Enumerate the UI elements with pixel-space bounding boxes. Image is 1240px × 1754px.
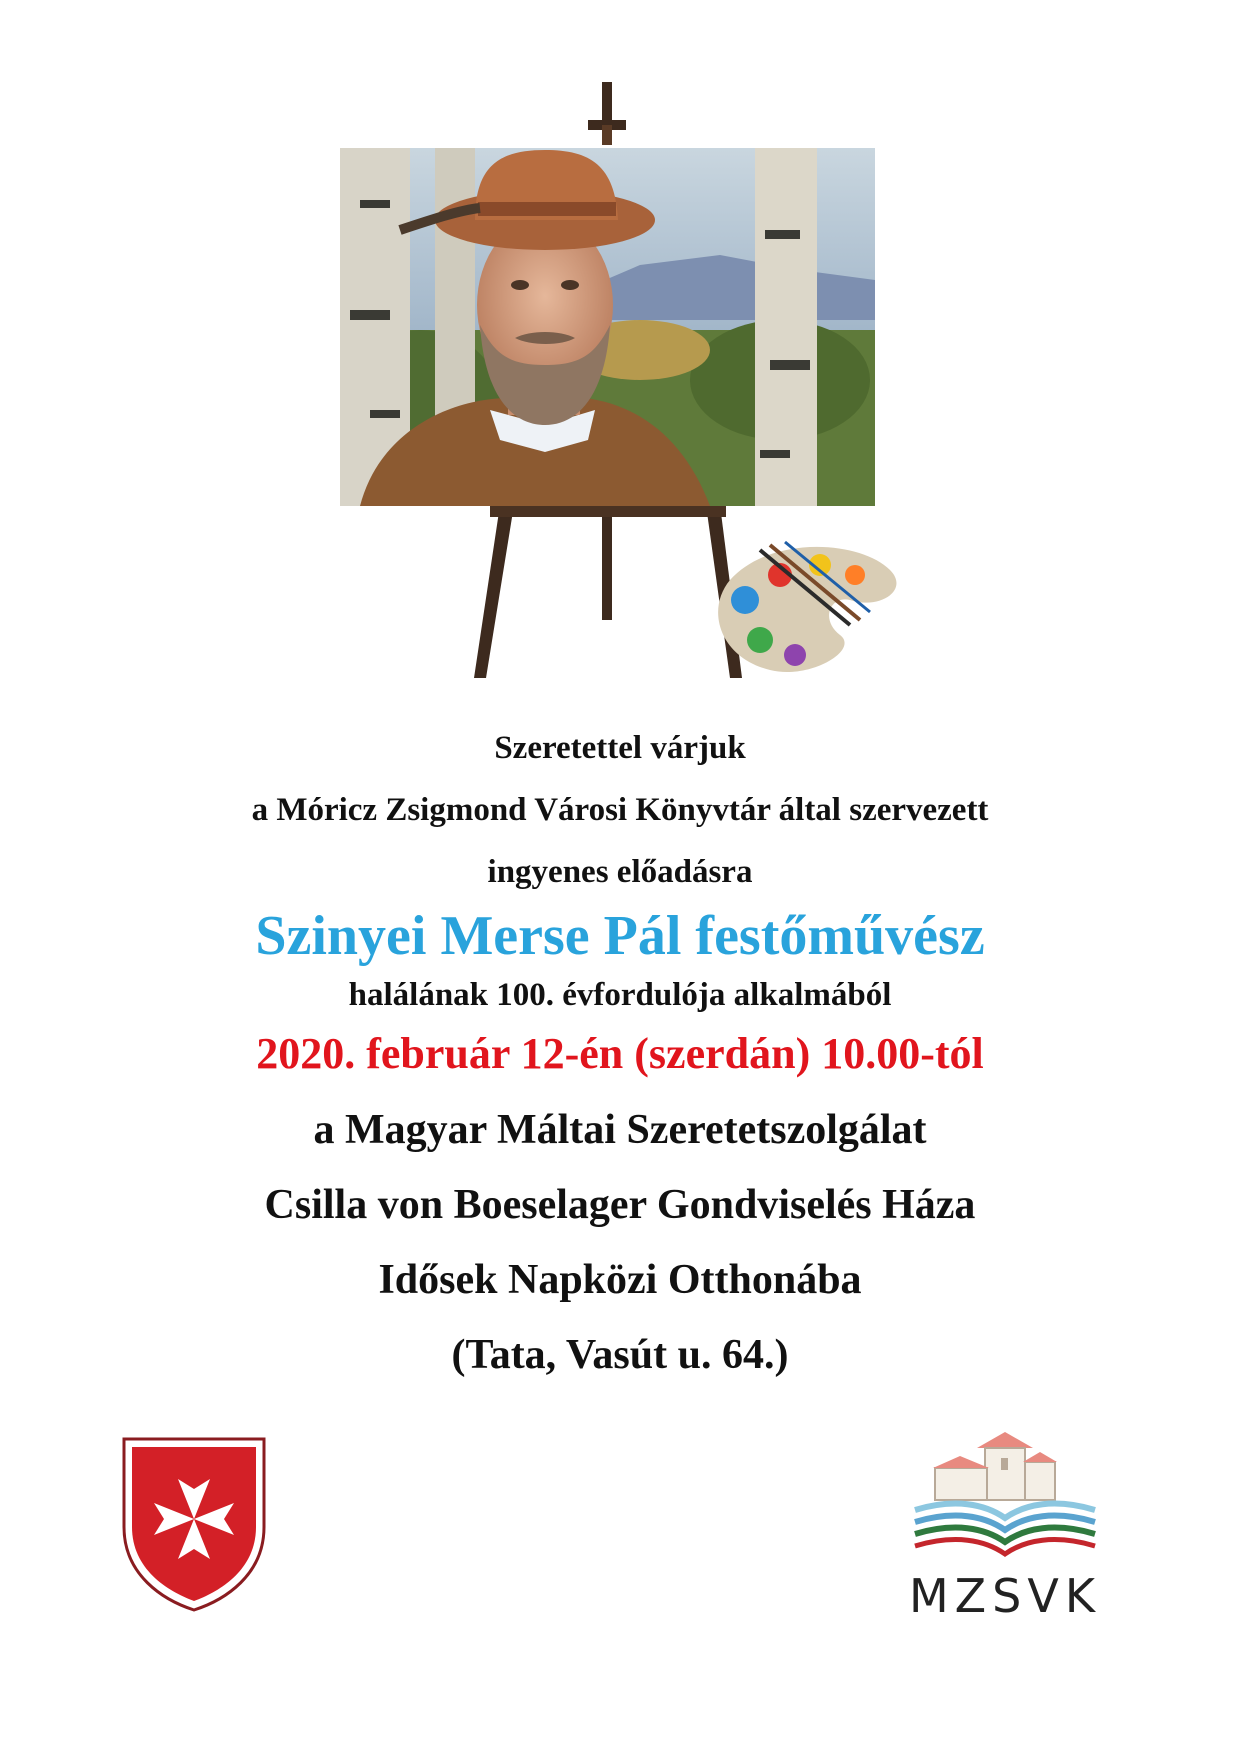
- easel-icon: [340, 80, 960, 700]
- invitation-line-3: ingyenes előadásra: [487, 854, 753, 890]
- library-logo-text: MZSVK: [908, 1569, 1102, 1623]
- venue-line-1: a Magyar Máltai Szeretetszolgálat: [313, 1107, 927, 1153]
- library-logo-icon: [905, 1418, 1105, 1568]
- venue-line-2: Csilla von Boeselager Gondviselés Háza: [264, 1182, 976, 1228]
- invitation-line-2: a Móricz Zsigmond Városi Könyvtár által szervezett: [251, 792, 989, 828]
- event-datetime: 2020. február 12-én (szerdán) 10.00-tól: [256, 1029, 984, 1078]
- palette-icon: [718, 542, 896, 672]
- venue-line-3: Idősek Napközi Otthonába: [378, 1257, 862, 1303]
- event-title: Szinyei Merse Pál festőművész: [255, 905, 985, 967]
- painting-portrait: [340, 148, 875, 506]
- event-subtitle: halálának 100. évfordulója alkalmából: [348, 977, 892, 1013]
- invitation-line-1: Szeretettel várjuk: [494, 730, 746, 766]
- maltese-cross-shield-icon: [120, 1435, 268, 1613]
- venue-address: (Tata, Vasút u. 64.): [451, 1332, 789, 1378]
